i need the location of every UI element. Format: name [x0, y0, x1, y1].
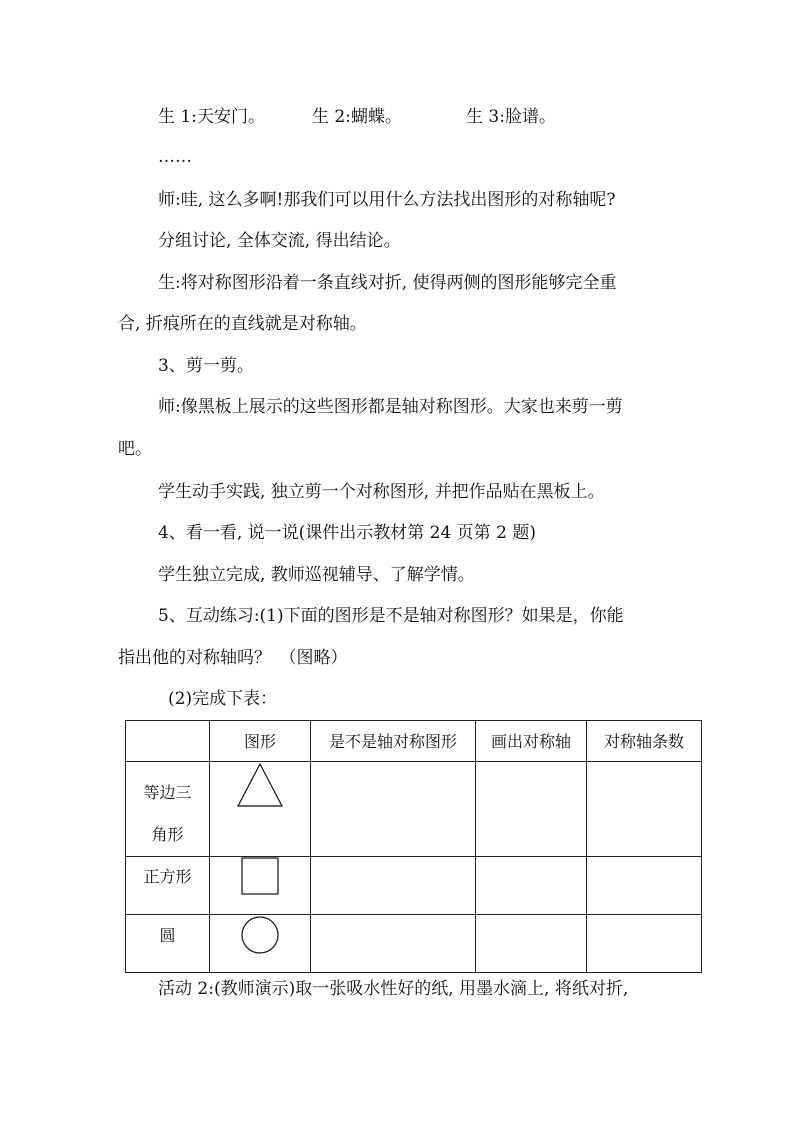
row-label-circle: 圆	[126, 915, 210, 973]
header-cell-draw-axis: 画出对称轴	[476, 721, 587, 762]
answer-cell-draw-axis	[476, 762, 587, 857]
row-label-square: 正方形	[126, 857, 210, 915]
table-header-row	[126, 721, 702, 762]
header-cell-is-symmetric: 是不是轴对称图形	[311, 721, 476, 762]
answer-cell-draw-axis	[476, 915, 587, 973]
ellipsis: ……	[158, 147, 192, 167]
teacher-statement-line1: 师:像黑板上展示的这些图形都是轴对称图形。大家也来剪一剪	[158, 397, 623, 417]
symmetry-table	[125, 720, 702, 973]
square-icon	[241, 857, 279, 895]
answer-cell-axis-count	[587, 762, 702, 857]
step-5-subtask: (2)完成下表：	[168, 689, 278, 709]
table-row	[126, 762, 702, 857]
step-3-heading: 3、剪一剪。	[158, 356, 254, 376]
shape-cell-circle	[210, 915, 311, 973]
answer-cell-draw-axis	[476, 857, 587, 915]
student-conclusion-line2: 合, 折痕所在的直线就是对称轴。	[118, 314, 367, 334]
header-cell-axis-count: 对称轴条数	[587, 721, 702, 762]
student-2-answer: 生 2:蝴蝶。	[312, 107, 402, 127]
answer-cell-is-symmetric	[311, 915, 476, 973]
teacher-question: 师:哇, 这么多啊!那我们可以用什么方法找出图形的对称轴呢?	[158, 190, 616, 210]
shape-cell-square	[210, 857, 311, 915]
activity-2: 活动 2:(教师演示)取一张吸水性好的纸, 用墨水滴上, 将纸对折,	[158, 979, 629, 999]
header-cell-shape: 图形	[210, 721, 311, 762]
answer-cell-is-symmetric	[311, 857, 476, 915]
row-label-equilateral-triangle: 等边三 角形	[126, 762, 210, 857]
header-cell-blank	[126, 721, 210, 762]
answer-cell-is-symmetric	[311, 762, 476, 857]
student-3-answer: 生 3:脸谱。	[466, 107, 556, 127]
table-row	[126, 915, 702, 973]
student-practice: 学生动手实践, 独立剪一个对称图形, 并把作品贴在黑板上。	[158, 482, 605, 502]
group-discussion: 分组讨论, 全体交流, 得出结论。	[158, 231, 401, 251]
circle-icon	[240, 915, 280, 955]
step-5-line2: 指出他的对称轴吗？ （图略）	[118, 648, 348, 668]
student-conclusion-line1: 生:将对称图形沿着一条直线对折, 使得两侧的图形能够完全重	[158, 273, 617, 293]
answer-cell-axis-count	[587, 857, 702, 915]
independent-work: 学生独立完成, 教师巡视辅导、了解学情。	[158, 565, 475, 585]
teacher-statement-line2: 吧。	[118, 439, 152, 459]
triangle-icon	[236, 762, 284, 808]
step-4-heading: 4、看一看, 说一说(课件出示教材第 24 页第 2 题)	[158, 523, 536, 543]
student-1-answer: 生 1:天安门。	[158, 107, 265, 127]
step-5-line1: 5、互动练习:(1)下面的图形是不是轴对称图形？如果是，你能	[158, 606, 624, 626]
table-row	[126, 857, 702, 915]
shape-cell-triangle	[210, 762, 311, 857]
answer-cell-axis-count	[587, 915, 702, 973]
